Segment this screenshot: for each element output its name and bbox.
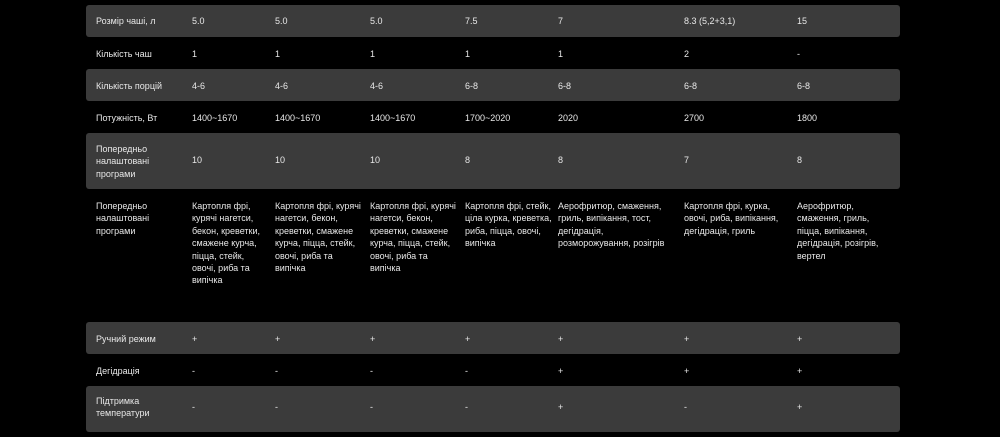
row-label: Підтримка температури	[96, 396, 150, 419]
cell-value: 1	[192, 49, 198, 59]
table-row	[86, 322, 900, 354]
table-cell	[684, 189, 797, 322]
table-row	[86, 133, 900, 189]
cell-value: 1	[370, 49, 376, 59]
table-cell	[370, 69, 465, 101]
cell-value: 1400~1670	[370, 113, 416, 123]
table-cell	[370, 37, 465, 69]
table-cell	[192, 5, 275, 37]
row-label-cell	[86, 69, 192, 101]
cell-value: Картопля фрі, курячі нагетси, бекон, креветки, смажене курча, піцца, стейк, овочі, риба та випічка	[370, 201, 456, 274]
cell-value: 1400~1670	[192, 113, 238, 123]
table-cell	[558, 5, 684, 37]
cell-value: -	[465, 366, 468, 376]
table-cell	[797, 37, 900, 69]
row-label: Кількість порцій	[96, 81, 162, 91]
cell-value: Картопля фрі, курячі нагетси, бекон, креветки, смажене курча, піцца, стейк, овочі, риба та випічка	[192, 201, 260, 286]
table-cell	[370, 101, 465, 133]
table-cell	[558, 37, 684, 69]
table-cell	[684, 101, 797, 133]
table-row	[86, 101, 900, 133]
cell-value: 8	[558, 155, 564, 165]
table-row	[86, 5, 900, 37]
cell-value: 1400~1670	[275, 113, 321, 123]
row-label-cell	[86, 37, 192, 69]
cell-value: +	[684, 366, 690, 376]
table-cell	[797, 69, 900, 101]
table-cell	[275, 322, 370, 354]
table-cell	[192, 354, 275, 386]
table-cell	[370, 133, 465, 189]
cell-value: 2	[684, 49, 690, 59]
table-cell	[797, 101, 900, 133]
table-cell	[465, 37, 558, 69]
cell-value: +	[797, 366, 803, 376]
table-cell	[684, 354, 797, 386]
cell-value: +	[797, 402, 803, 412]
row-label: Попередньо налаштовані програми	[96, 144, 150, 179]
table-row	[86, 386, 900, 432]
table-row	[86, 69, 900, 101]
row-label-cell	[86, 322, 192, 354]
table-cell	[275, 354, 370, 386]
cell-value: 1	[465, 49, 471, 59]
cell-value: -	[275, 402, 278, 412]
table-row	[86, 354, 900, 386]
table-cell	[275, 133, 370, 189]
table-cell	[558, 189, 684, 322]
table-cell	[275, 189, 370, 322]
table-cell	[192, 101, 275, 133]
table-cell	[275, 5, 370, 37]
table-cell	[558, 69, 684, 101]
table-body	[86, 5, 900, 432]
cell-value: -	[797, 49, 800, 59]
row-label: Кількість чаш	[96, 49, 152, 59]
cell-value: 7	[684, 155, 690, 165]
cell-value: 4-6	[370, 81, 384, 91]
cell-value: +	[465, 334, 471, 344]
comparison-table-container	[86, 5, 900, 432]
cell-value: 10	[275, 155, 286, 165]
cell-value: 1	[275, 49, 281, 59]
cell-value: 8.3 (5,2+3,1)	[684, 16, 736, 26]
cell-value: 5.0	[275, 16, 288, 26]
table-cell	[465, 69, 558, 101]
table-cell	[370, 5, 465, 37]
cell-value: +	[797, 334, 803, 344]
table-cell	[192, 133, 275, 189]
row-label: Потужність, Вт	[96, 113, 158, 123]
table-cell	[370, 189, 465, 322]
table-cell	[465, 386, 558, 432]
cell-value: 2700	[684, 113, 705, 123]
table-cell	[192, 322, 275, 354]
table-cell	[684, 5, 797, 37]
cell-value: 6-8	[558, 81, 572, 91]
cell-value: -	[275, 366, 278, 376]
cell-value: +	[684, 334, 690, 344]
cell-value: -	[370, 366, 373, 376]
table-cell	[192, 189, 275, 322]
table-cell	[797, 133, 900, 189]
cell-value: +	[558, 402, 564, 412]
cell-value: -	[192, 402, 195, 412]
cell-value: Картопля фрі, курка, овочі, риба, випікання, дегідрація, гриль	[684, 201, 779, 236]
table-cell	[192, 69, 275, 101]
row-label-cell	[86, 189, 192, 322]
cell-value: 7.5	[465, 16, 478, 26]
table-cell	[684, 322, 797, 354]
table-cell	[558, 101, 684, 133]
table-cell	[192, 37, 275, 69]
table-cell	[275, 37, 370, 69]
table-cell	[275, 386, 370, 432]
table-cell	[797, 189, 900, 322]
table-cell	[558, 354, 684, 386]
cell-value: 4-6	[275, 81, 289, 91]
cell-value: 1800	[797, 113, 818, 123]
row-label: Попередньо налаштовані програми	[96, 201, 150, 236]
table-cell	[684, 69, 797, 101]
cell-value: 4-6	[192, 81, 206, 91]
row-label: Розмір чаші, л	[96, 16, 156, 26]
cell-value: 15	[797, 16, 808, 26]
table-row	[86, 189, 900, 322]
cell-value: 6-8	[465, 81, 479, 91]
cell-value: +	[558, 366, 564, 376]
table-cell	[684, 133, 797, 189]
table-cell	[465, 133, 558, 189]
cell-value: 1	[558, 49, 564, 59]
table-cell	[192, 386, 275, 432]
cell-value: Аерофритюр, смаження, гриль, піцца, випікання, дегідрація, розігрів, вертел	[797, 201, 879, 261]
table-cell	[465, 5, 558, 37]
row-label-cell	[86, 5, 192, 37]
table-cell	[275, 69, 370, 101]
cell-value: Картопля фрі, стейк, ціла курка, креветка, риба, піцца, овочі, випічка	[465, 201, 552, 249]
cell-value: -	[465, 402, 468, 412]
cell-value: Картопля фрі, курячі нагетси, бекон, креветки, смажене курча, піцца, стейк, овочі, риба та випічка	[275, 201, 361, 274]
row-label-cell	[86, 386, 192, 432]
row-label-cell	[86, 101, 192, 133]
row-label: Ручний режим	[96, 334, 156, 344]
table-cell	[465, 354, 558, 386]
cell-value: 2020	[558, 113, 579, 123]
cell-value: -	[192, 366, 195, 376]
table-row	[86, 37, 900, 69]
air-fryer-comparison-table	[86, 5, 900, 432]
cell-value: 8	[797, 155, 803, 165]
cell-value: 5.0	[192, 16, 205, 26]
cell-value: 10	[192, 155, 203, 165]
table-cell	[797, 322, 900, 354]
table-cell	[797, 386, 900, 432]
cell-value: +	[192, 334, 198, 344]
cell-value: +	[370, 334, 376, 344]
cell-value: 6-8	[684, 81, 698, 91]
row-label: Дегідрація	[96, 366, 140, 376]
cell-value: 7	[558, 16, 564, 26]
cell-value: -	[684, 402, 687, 412]
cell-value: 1700~2020	[465, 113, 511, 123]
table-cell	[684, 37, 797, 69]
cell-value: Аерофритюр, смаження, гриль, випікання, тост, дегідрація, розморожування, розігрів	[558, 201, 665, 249]
table-cell	[465, 322, 558, 354]
table-cell	[558, 386, 684, 432]
table-cell	[370, 354, 465, 386]
cell-value: +	[275, 334, 281, 344]
table-cell	[684, 386, 797, 432]
cell-value: 10	[370, 155, 381, 165]
table-cell	[558, 133, 684, 189]
cell-value: 6-8	[797, 81, 811, 91]
table-cell	[797, 354, 900, 386]
cell-value: 8	[465, 155, 471, 165]
cell-value: -	[370, 402, 373, 412]
table-cell	[465, 101, 558, 133]
cell-value: 5.0	[370, 16, 383, 26]
table-cell	[465, 189, 558, 322]
table-cell	[370, 386, 465, 432]
row-label-cell	[86, 133, 192, 189]
table-cell	[370, 322, 465, 354]
table-cell	[797, 5, 900, 37]
table-cell	[558, 322, 684, 354]
table-cell	[275, 101, 370, 133]
row-label-cell	[86, 354, 192, 386]
cell-value: +	[558, 334, 564, 344]
